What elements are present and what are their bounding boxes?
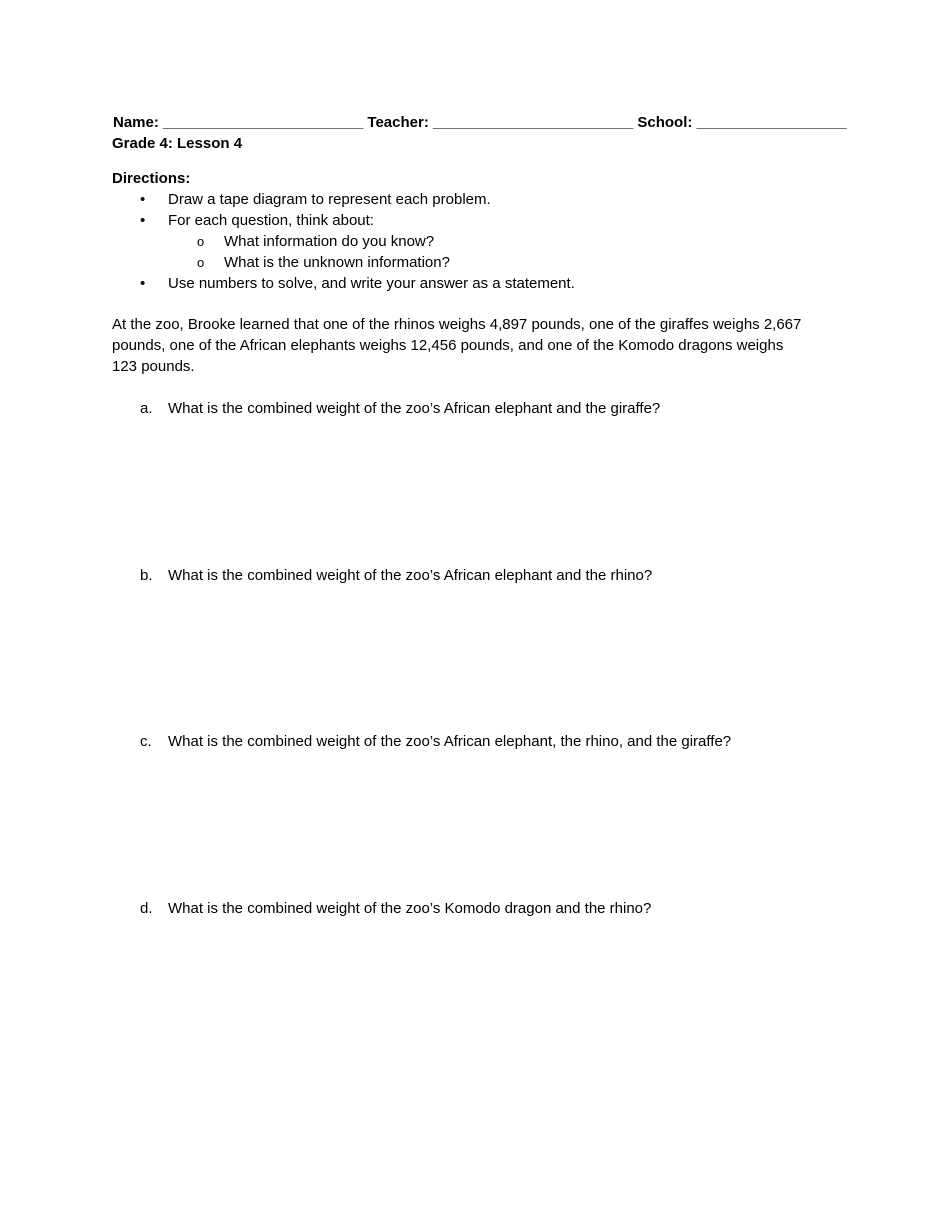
- question-letter: d.: [140, 900, 153, 917]
- sub-bullet-icon: o: [197, 255, 205, 270]
- directions-heading: Directions:: [112, 170, 191, 187]
- lesson-title: Grade 4: Lesson 4: [112, 135, 243, 152]
- question-text: What is the combined weight of the zoo’s Komodo dragon and the rhino?: [168, 900, 652, 917]
- direction-item: Draw a tape diagram to represent each problem.: [168, 191, 491, 208]
- question-letter: b.: [140, 567, 153, 584]
- direction-sub-item: What is the unknown information?: [224, 254, 450, 271]
- bullet-icon: •: [140, 275, 146, 292]
- question-letter: a.: [140, 400, 153, 417]
- question-text: What is the combined weight of the zoo’s African elephant, the rhino, and the giraffe?: [168, 733, 732, 750]
- bullet-icon: •: [140, 191, 146, 208]
- question-letter: c.: [140, 733, 152, 750]
- word-problem-passage: At the zoo, Brooke learned that one of the rhinos weighs 4,897 pounds, one of the giraffes weighs 2,667 pounds, one of the African elephants weighs 12,456 pounds, and one of the Komodo dragons weighs 123 pounds.: [112, 316, 802, 375]
- question-text: What is the combined weight of the zoo’s African elephant and the rhino?: [168, 567, 653, 584]
- sub-bullet-icon: o: [197, 234, 205, 249]
- direction-item: Use numbers to solve, and write your answer as a statement.: [168, 275, 575, 292]
- student-info-line: Name: ________________________ Teacher: ________________________ School: __________________: [113, 114, 847, 131]
- question-text: What is the combined weight of the zoo’s African elephant and the giraffe?: [168, 400, 661, 417]
- direction-item: For each question, think about:: [168, 212, 374, 229]
- bullet-icon: •: [140, 212, 146, 229]
- direction-sub-item: What information do you know?: [224, 233, 435, 250]
